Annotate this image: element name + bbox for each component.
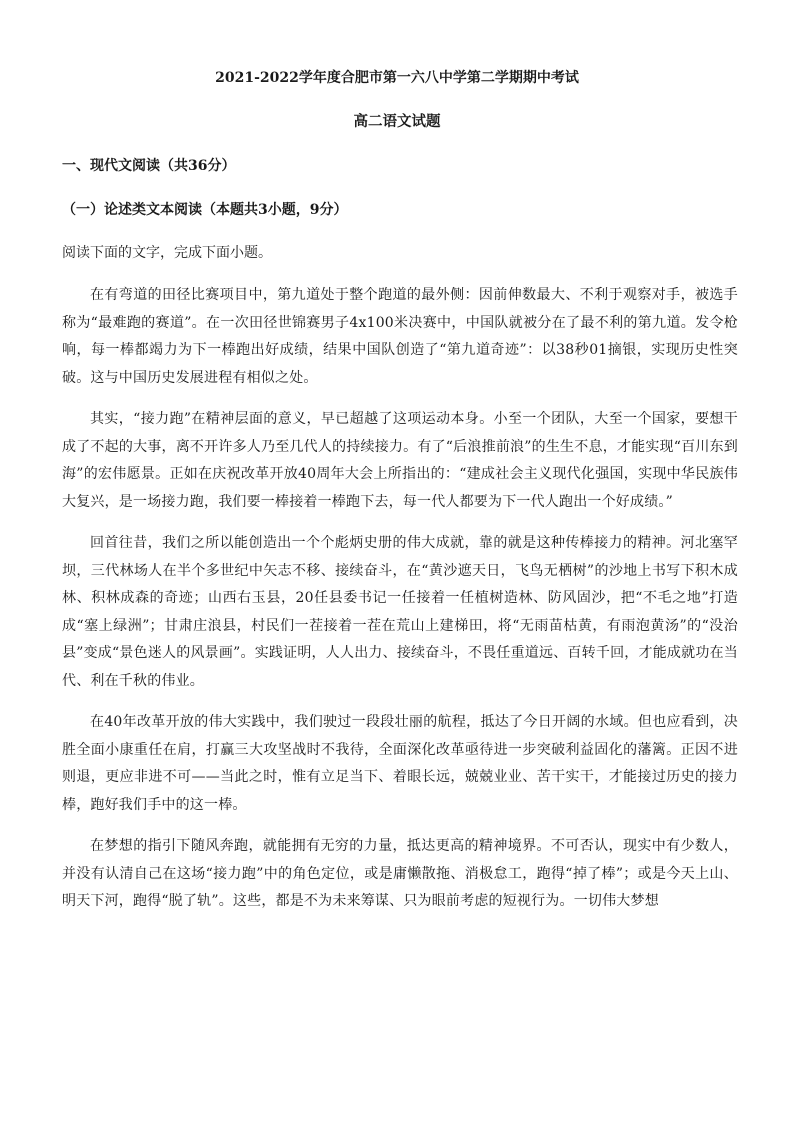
passage-body <box>62 282 738 930</box>
passage-paragraph: 回首往昔，我们之所以能创造出一个个彪炳史册的伟大成就，靠的就是这种传棒接力的精神。河北塞罕坝，三代林场人在半个多世纪中矢志不移、接续奋斗，在“黄沙遮天日，飞鸟无栖树”的沙地上书写下积木成林、积林成森的奇迹；山西右玉县，20任县委书记一任接着一任植树造林、防风固沙，把“不毛之地”打造成“塞上绿洲”；甘肃庄浪县，村民们一茬接着一茬在荒山上建梯田，将“无雨苗枯黄，有雨泡黄汤”的“没治县”变成“景色迷人的风景画”。实践证明，人人出力、接续奋斗，不畏任重道远、百转千回，才能成就功在当代、利在千秋的伟业。 <box>62 535 738 689</box>
passage-paragraph: 其实，“接力跑”在精神层面的意义，早已超越了这项运动本身。小至一个团队，大至一个国家，要想干成了不起的大事，离不开许多人乃至几代人的持续接力。有了“后浪推前浪”的生生不息，才能实现“百川东到海”的宏伟愿景。正如在庆祝改革开放40周年大会上所指出的：“建成社会主义现代化强国，实现中华民族伟大复兴，是一场接力跑，我们要一棒接着一棒跑下去，每一代人都要为下一代人跑出一个好成绩。” <box>62 411 738 510</box>
passage-paragraph: 在有弯道的田径比赛项目中，第九道处于整个跑道的最外侧：因前伸数最大、不利于观察对手，被选手称为“最难跑的赛道”。在一次田径世锦赛男子4x100米决赛中，中国队就被分在了最不利的第九道。发令枪响，每一棒都竭力为下一棒跑出好成绩，结果中国队创造了“第九道奇迹”：以38秒01摘银，实现历史性突破。这与中国历史发展进程有相似之处。 <box>62 287 738 386</box>
exam-title: 2021-2022学年度合肥市第一六八中学第二学期期中考试 <box>215 70 579 86</box>
passage-paragraph: 在梦想的指引下随风奔跑，就能拥有无穷的力量，抵达更高的精神境界。不可否认，现实中有少数人，并没有认清自己在这场“接力跑”中的角色定位，或是庸懒散拖、消极怠工，跑得“掉了棒”；或是今天上山、明天下河，跑得“脱了轨”。这些，都是不为未来筹谋、只为眼前考虑的短视行为。一切伟大梦想 <box>62 838 738 909</box>
subject-title: 高二语文试题 <box>353 113 441 130</box>
reading-instruction: 阅读下面的文字，完成下面小题。 <box>62 245 272 261</box>
passage-paragraph: 在40年改革开放的伟大实践中，我们驶过一段段壮丽的航程，抵达了今日开阔的水域。但也应看到，决胜全面小康重任在肩，打赢三大攻坚战时不我待，全面深化改革亟待进一步突破利益固化的藩篱。正因不进则退，更应非进不可——当此之时，惟有立足当下、着眼长远，兢兢业业、苦干实干，才能接过历史的接力棒，跑好我们手中的这一棒。 <box>62 714 738 813</box>
section-heading: 一、现代文阅读（共36分） <box>62 158 236 174</box>
subsection-heading: （一）论述类文本阅读（本题共3小题，9分） <box>62 202 348 218</box>
